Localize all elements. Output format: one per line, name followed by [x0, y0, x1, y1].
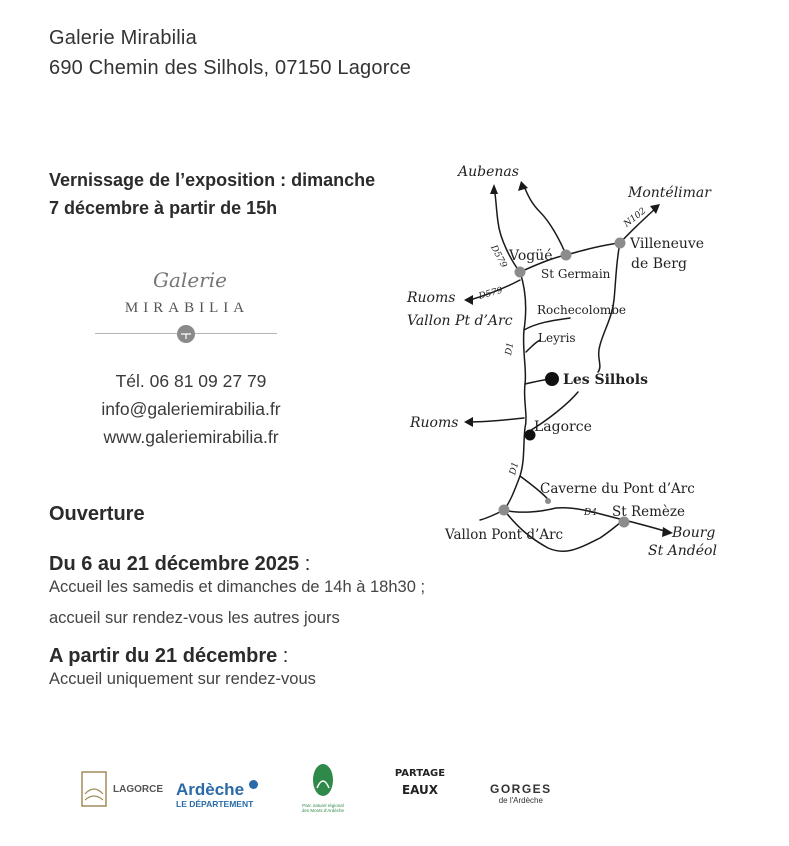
point-st-germain [561, 250, 572, 261]
sponsor-logos [0, 760, 789, 830]
lagorce-emblem-icon [80, 770, 108, 808]
period2-title [49, 645, 288, 668]
parc-text: Parc naturel régional des Monts d'Ardèche [301, 803, 345, 813]
gorges-text: GORGES [490, 782, 552, 796]
label-vallon-pt-arc: Vallon Pt d’Arc [407, 313, 513, 329]
label-st-andeol: St Andéol [648, 543, 717, 559]
label-d1-north: D1 [504, 341, 517, 357]
label-leyris: Leyris [538, 331, 576, 345]
departement-text: LE DÉPARTEMENT [176, 799, 254, 809]
label-rochecolombe: Rochecolombe [537, 303, 626, 317]
logo-parc [298, 762, 348, 813]
label-d1-south: D1 [508, 461, 522, 477]
vernissage-text [49, 166, 375, 222]
point-villeneuve [615, 238, 626, 249]
logo-ardeche [176, 780, 258, 809]
contact-phone: Tél. 06 81 09 27 79 [115, 371, 267, 391]
label-n102: N102 [622, 206, 649, 230]
point-les-silhols [545, 372, 559, 386]
contact-email[interactable]: info@galeriemirabilia.fr [101, 399, 281, 419]
road-to-aubenas [524, 186, 566, 255]
map-labels [406, 164, 717, 559]
period2-colon: : [277, 645, 289, 667]
label-d579-north: D579 [488, 243, 509, 270]
label-aubenas: Aubenas [458, 164, 519, 180]
arrow-aubenas-icon [518, 181, 528, 191]
label-d4: D4 [584, 508, 597, 518]
access-map [395, 150, 735, 580]
logo-galerie-word: Galerie [153, 268, 227, 292]
label-villeneuve-1: Villeneuve [630, 236, 705, 252]
eaux-text: EAUX [401, 783, 439, 797]
label-vogue: Vogüé [509, 248, 553, 264]
logo-emblem-icon [177, 325, 195, 343]
ardeche-text: Ardèche [176, 780, 245, 799]
label-montelimar: Montélimar [628, 185, 711, 201]
gallery-address: 690 Chemin des Silhols, 07150 Lagorce [49, 57, 412, 79]
label-bourg: Bourg [672, 525, 716, 541]
arrow-ruoms-north-icon [464, 295, 473, 305]
gorges-sub-text: de l'Ardèche [498, 796, 543, 805]
label-st-germain: St Germain [541, 267, 611, 281]
period1-line2: accueil sur rendez-vous les autres jours [49, 609, 340, 627]
logo-gorges [490, 782, 552, 805]
period1-title [49, 553, 310, 576]
road-d4 [504, 508, 624, 520]
ardeche-dot-icon [249, 780, 258, 789]
point-caverne [545, 498, 551, 504]
parc-emblem-icon [311, 762, 335, 798]
label-lagorce: Lagorce [534, 419, 592, 435]
point-vallon [499, 505, 510, 516]
partage-text: PARTAGE [394, 768, 446, 779]
period1-colon: : [299, 553, 311, 575]
label-ruoms-north: Ruoms [407, 290, 456, 306]
period2-line1: Accueil uniquement sur rendez-vous [49, 670, 316, 688]
period1-line1: Accueil les samedis et dimanches de 14h à 18h30 ; [49, 578, 426, 596]
arrow-ruoms-south-icon [464, 417, 473, 427]
logo-lagorce [80, 770, 163, 813]
vernissage-line2: 7 décembre à partir de 15h [49, 198, 278, 218]
road-ruoms-lagorce [470, 418, 524, 422]
label-ruoms-south: Ruoms [410, 415, 459, 431]
lagorce-text: LAGORCE [113, 784, 163, 795]
road-rochecolombe [524, 318, 570, 330]
period2-title-text: A partir du 21 décembre [49, 645, 278, 667]
opening-heading: Ouverture [49, 503, 145, 525]
label-villeneuve-2: de Berg [631, 256, 687, 272]
contact-website[interactable]: www.galeriemirabilia.fr [103, 427, 279, 447]
label-vallon-pont-arc: Vallon Pont d’Arc [445, 527, 564, 543]
arrow-north-icon [490, 184, 498, 194]
label-d579-west: D579 [477, 285, 504, 302]
point-vogue [515, 267, 526, 278]
label-les-silhols: Les Silhols [563, 372, 648, 388]
vernissage-line1: Vernissage de l’exposition : dimanche [49, 170, 376, 190]
gallery-name: Galerie Mirabilia [49, 27, 197, 49]
road-bourg [624, 520, 668, 532]
period1-title-text: Du 6 au 21 décembre 2025 [49, 553, 300, 575]
label-caverne: Caverne du Pont d’Arc [540, 481, 695, 497]
label-st-remeze: St Remèze [612, 504, 686, 520]
logo-partage-eaux [392, 768, 448, 797]
logo-mirabilia-word: MIRABILIA [124, 300, 250, 316]
